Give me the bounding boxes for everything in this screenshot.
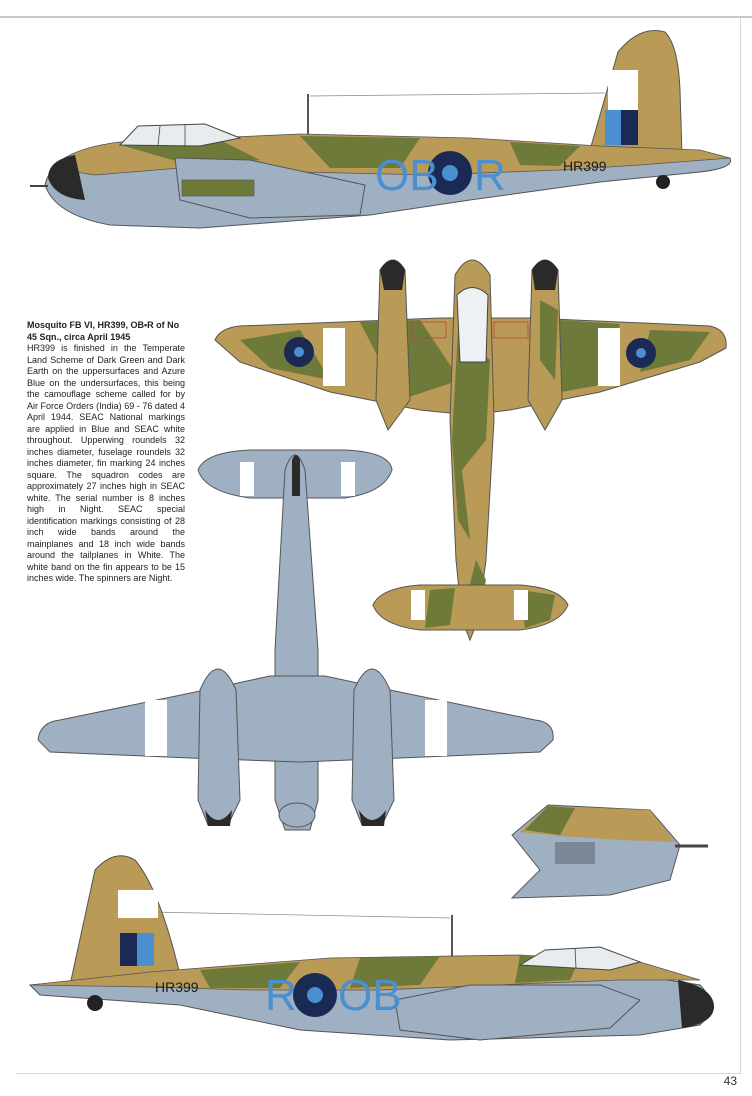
page-number: 43 (723, 1074, 737, 1088)
fin-white-band-port (118, 890, 158, 918)
wing-band-port (323, 328, 345, 386)
fin-flash-blue (605, 110, 621, 145)
nose-detail (512, 805, 708, 898)
nacelle-under-port (198, 669, 240, 825)
caption-body: HR399 is finished in the Temperate Land Scheme of Dark Green and Dark Earth on the uppersurfaces and Azure Blue on the undersurfaces, this being the camouflage scheme called for by Air Force Orders (India) 69 - 76 dated 4 April 1944. SEAC National markings are applied in Blue and SEAC white throughout. Upperwing roundels 32 inches diameter, fuselage roundels 32 inches diameter, fin marking 24 inches square. The squadron codes are approximately 27 inches high in SEAC white. The serial number is 8 inches high in Night. SEAC special identification markings consisting of 28 inch wide bands around the mainplanes and 18 inch wide bands around the tailplanes in White. The white band on the fin appears to be 15 inches wide. The spinners are Night. (27, 343, 185, 583)
fin-white-band (608, 70, 638, 110)
wing-band-starboard (598, 328, 620, 386)
main-wing-under (38, 676, 553, 762)
caption-title: Mosquito FB VI, HR399, OB•R of No 45 Sqn., circa April 1945 (27, 320, 180, 342)
aircraft-code-right: R (474, 151, 506, 200)
profile-caption (27, 320, 185, 585)
nacelle-under-starboard (352, 669, 394, 825)
nose-under (279, 803, 315, 827)
wing-band-under-port (145, 700, 167, 756)
tail-band-under-starboard (341, 462, 355, 496)
wing-band-under-starboard (425, 700, 447, 756)
squadron-code-right-port: OB (338, 971, 402, 1020)
aircraft-code-left-port: R (265, 971, 297, 1020)
drop-tank (182, 180, 254, 196)
canopy-top (457, 288, 488, 363)
starboard-profile (30, 31, 731, 228)
aerial-wire (310, 93, 605, 96)
serial-number: HR399 (563, 158, 607, 174)
tail-band-under-port (240, 462, 254, 496)
gun-ports (555, 842, 595, 864)
tail-band-starboard (514, 590, 528, 620)
squadron-code-left: OB (375, 151, 439, 200)
fuselage-under (275, 455, 318, 830)
tail-band-port (411, 590, 425, 620)
nose-night-port (678, 980, 714, 1028)
serial-number-port: HR399 (155, 979, 199, 995)
tail-wheel-port (87, 995, 103, 1011)
tail-wheel (656, 175, 670, 189)
